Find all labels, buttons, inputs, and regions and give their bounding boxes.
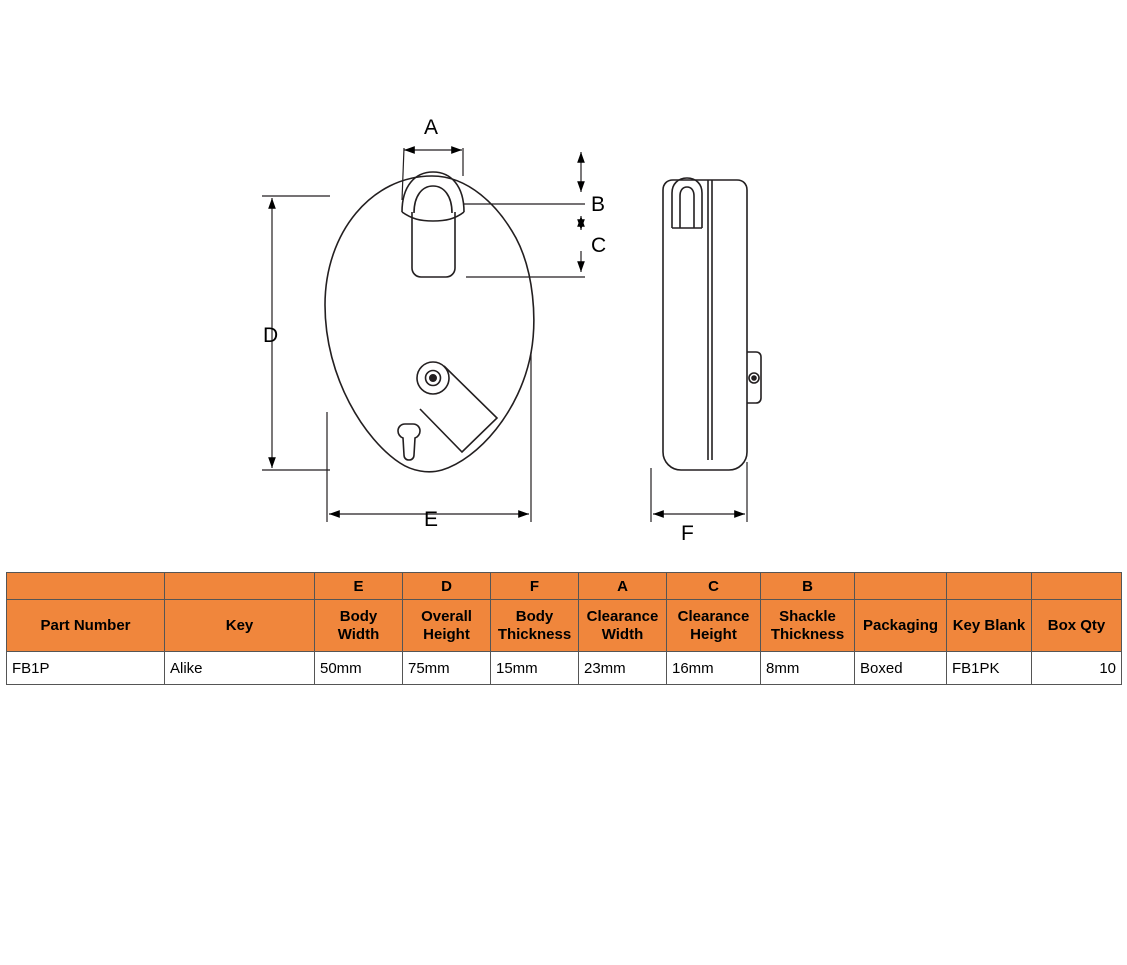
letter-cell-body-width: E	[315, 573, 403, 600]
header-body-thickness-line2: Thickness	[497, 625, 572, 643]
letter-cell-body-thickness: F	[491, 573, 579, 600]
label-f: F	[681, 522, 694, 545]
dimension-a	[402, 148, 463, 200]
header-clearance-width-line2: Width	[601, 625, 644, 643]
letter-cell-clearance-width: A	[579, 573, 667, 600]
label-b: B	[591, 193, 606, 216]
dimension-f	[651, 462, 747, 522]
label-d: D	[263, 324, 279, 347]
header-clearance-width-line1: Clearance	[586, 608, 659, 626]
cell-packaging: Boxed	[855, 652, 947, 685]
header-key-line1: Key	[225, 616, 254, 634]
header-overall-height	[403, 600, 491, 652]
header-box-qty	[1032, 600, 1122, 652]
label-a: A	[424, 116, 439, 139]
header-clearance-height-line2: Height	[690, 625, 737, 643]
label-c: C	[591, 234, 607, 257]
cell-body-width: 50mm	[315, 652, 403, 685]
header-key-blank-line1: Key Blank	[952, 616, 1026, 634]
header-shackle-thickness-line1: Shackle	[779, 608, 836, 626]
cell-part-number: FB1P	[7, 652, 165, 685]
header-box-qty-line1: Box Qty	[1047, 616, 1106, 634]
cell-clearance-width: 23mm	[579, 652, 667, 685]
letter-cell-key	[165, 573, 315, 600]
cell-shackle-thickness: 8mm	[761, 652, 855, 685]
header-part-number	[7, 600, 165, 652]
table-row	[7, 652, 1122, 685]
label-e: E	[424, 508, 439, 531]
padlock-side-view	[663, 178, 761, 470]
header-clearance-height-line1: Clearance	[677, 608, 750, 626]
header-overall-height-line2: Height	[423, 625, 470, 643]
specification-table	[6, 572, 1122, 685]
header-body-width	[315, 600, 403, 652]
table-letter-row	[7, 573, 1122, 600]
letter-cell-overall-height: D	[403, 573, 491, 600]
header-body-thickness-line1: Body	[515, 608, 554, 626]
header-body-width-line2: Width	[337, 625, 380, 643]
header-overall-height-line1: Overall	[421, 608, 472, 626]
dimension-e	[327, 352, 531, 522]
letter-cell-key-blank	[947, 573, 1032, 600]
header-key-blank	[947, 600, 1032, 652]
header-part-number-line1: Part Number	[40, 616, 131, 634]
letter-cell-packaging	[855, 573, 947, 600]
cell-overall-height: 75mm	[403, 652, 491, 685]
padlock-front-view	[325, 172, 534, 472]
dimension-c	[466, 216, 585, 277]
header-clearance-width	[579, 600, 667, 652]
cell-key: Alike	[165, 652, 315, 685]
header-body-thickness	[491, 600, 579, 652]
letter-cell-part-number	[7, 573, 165, 600]
cell-clearance-height: 16mm	[667, 652, 761, 685]
header-packaging	[855, 600, 947, 652]
table-header-row	[7, 600, 1122, 652]
letter-cell-box-qty	[1032, 573, 1122, 600]
specification-table-wrapper	[6, 572, 1121, 685]
cell-body-thickness: 15mm	[491, 652, 579, 685]
cell-box-qty: 10	[1032, 652, 1122, 685]
cell-key-blank: FB1PK	[947, 652, 1032, 685]
letter-cell-shackle-thickness: B	[761, 573, 855, 600]
letter-cell-clearance-height: C	[667, 573, 761, 600]
header-clearance-height	[667, 600, 761, 652]
header-shackle-thickness-line2: Thickness	[770, 625, 845, 643]
header-body-width-line1: Body	[339, 608, 378, 626]
header-shackle-thickness	[761, 600, 855, 652]
header-packaging-line1: Packaging	[862, 616, 939, 634]
header-key	[165, 600, 315, 652]
